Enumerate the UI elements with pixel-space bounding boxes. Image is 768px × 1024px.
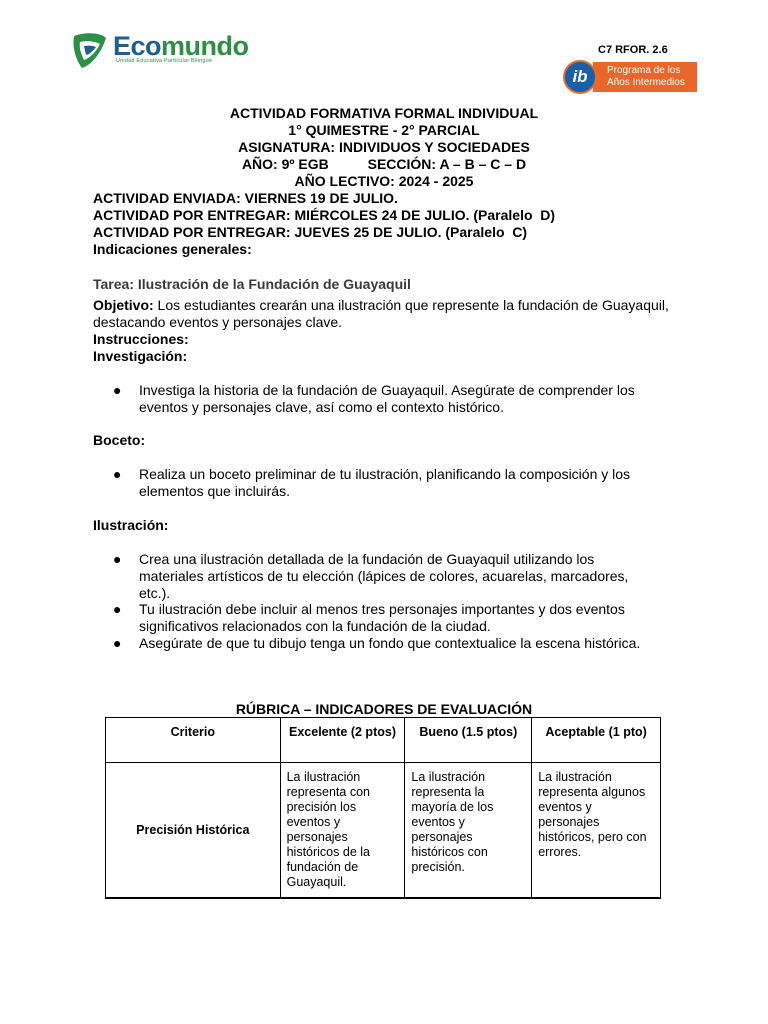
- investigation-heading: Investigación:: [93, 348, 188, 364]
- objective-paragraph: [93, 297, 673, 331]
- acceptable-cell: La ilustración representa algunos eventos y personajes históricos, pero con errores.: [532, 763, 661, 899]
- excellent-cell: La ilustración representa con precisión los eventos y personajes históricos de la fundación de Guayaquil.: [280, 763, 405, 899]
- title-line-2: 1° QUIMESTRE - 2° PARCIAL: [288, 122, 480, 138]
- sketch-heading: Boceto:: [93, 432, 146, 448]
- rubric-title: RÚBRICA – INDICADORES DE EVALUACIÓN: [235, 701, 533, 717]
- illustration-heading: Ilustración:: [93, 517, 169, 533]
- objective-text: Los estudiantes crearán una ilustración que represente la fundación de Guayaquil, destacando eventos y personajes clave.: [93, 297, 669, 330]
- illustration-bullet-text: Tu ilustración debe incluir al menos tres personajes importantes y dos eventos significativos relacionados con la fundación de la ciudad.: [139, 601, 625, 634]
- illustration-bullet-text: Asegúrate de que tu dibujo tenga un fondo que contextualice la escena histórica.: [139, 635, 641, 651]
- logo-subtitle: Unidad Educativa Particular Bilingüe: [116, 58, 213, 64]
- title-line-1: ACTIVIDAD FORMATIVA FORMAL INDIVIDUAL: [229, 105, 539, 121]
- bullet-icon: ●: [113, 551, 122, 567]
- good-cell: La ilustración representa la mayoría de los eventos y personajes históricos con precisión.: [405, 763, 532, 899]
- sketch-bullet-text: Realiza un boceto preliminar de tu ilustración, planificando la composición y los elementos que incluirás.: [139, 466, 631, 499]
- bullet-icon: ●: [113, 382, 122, 398]
- general-instructions-heading: Indicaciones generales:: [93, 241, 252, 257]
- ib-badge-icon: ib: [563, 60, 597, 94]
- bullet-icon: ●: [113, 635, 122, 651]
- header-acceptable: Aceptable (1 pto): [532, 718, 661, 763]
- criterion-cell: Precisión Histórica: [106, 763, 281, 899]
- title-line-4: AÑO: 9º EGB SECCIÓN: A – B – C – D: [241, 156, 527, 172]
- table-row: [106, 763, 661, 899]
- header-excellent: Excelente (2 ptos): [280, 718, 405, 763]
- header-criterion: Criterio: [106, 718, 281, 763]
- ib-program-banner: Programa de los Años Intermedios: [593, 62, 697, 92]
- title-line-5: AÑO LECTIVO: 2024 - 2025: [294, 173, 474, 189]
- activity-due-d: ACTIVIDAD POR ENTREGAR: MIÉRCOLES 24 DE JULIO. (Paralelo D): [93, 207, 556, 223]
- logo-wordmark: Ecomundo: [113, 31, 249, 61]
- header-good: Bueno (1.5 ptos): [405, 718, 532, 763]
- rubric-table: [105, 717, 661, 899]
- bullet-icon: ●: [113, 466, 122, 482]
- illustration-bullet-text: Crea una ilustración detallada de la fundación de Guayaquil utilizando los materiales artísticos de tu elección (lápices de colores, acuarelas, marcadores, etc.).: [139, 551, 629, 601]
- task-title: Tarea: Ilustración de la Fundación de Guayaquil: [93, 276, 411, 292]
- ecomundo-logo: [70, 28, 255, 72]
- investigation-bullet-text: Investiga la historia de la fundación de Guayaquil. Asegúrate de comprender los eventos y personajes clave, así como el contexto histórico.: [139, 382, 635, 415]
- activity-due-c: ACTIVIDAD POR ENTREGAR: JUEVES 25 DE JULIO. (Paralelo C): [93, 224, 528, 240]
- ecomundo-leaf-icon: [70, 30, 110, 70]
- title-line-3: ASIGNATURA: INDIVIDUOS Y SOCIEDADES: [238, 139, 530, 155]
- ib-logo: [563, 60, 697, 96]
- table-header-row: [106, 718, 661, 763]
- instructions-heading: Instrucciones:: [93, 331, 189, 347]
- activity-sent: ACTIVIDAD ENVIADA: VIERNES 19 DE JULIO.: [93, 190, 398, 206]
- objective-label: Objetivo:: [93, 297, 154, 313]
- document-code: C7 RFOR. 2.6: [598, 44, 668, 56]
- bullet-icon: ●: [113, 601, 122, 617]
